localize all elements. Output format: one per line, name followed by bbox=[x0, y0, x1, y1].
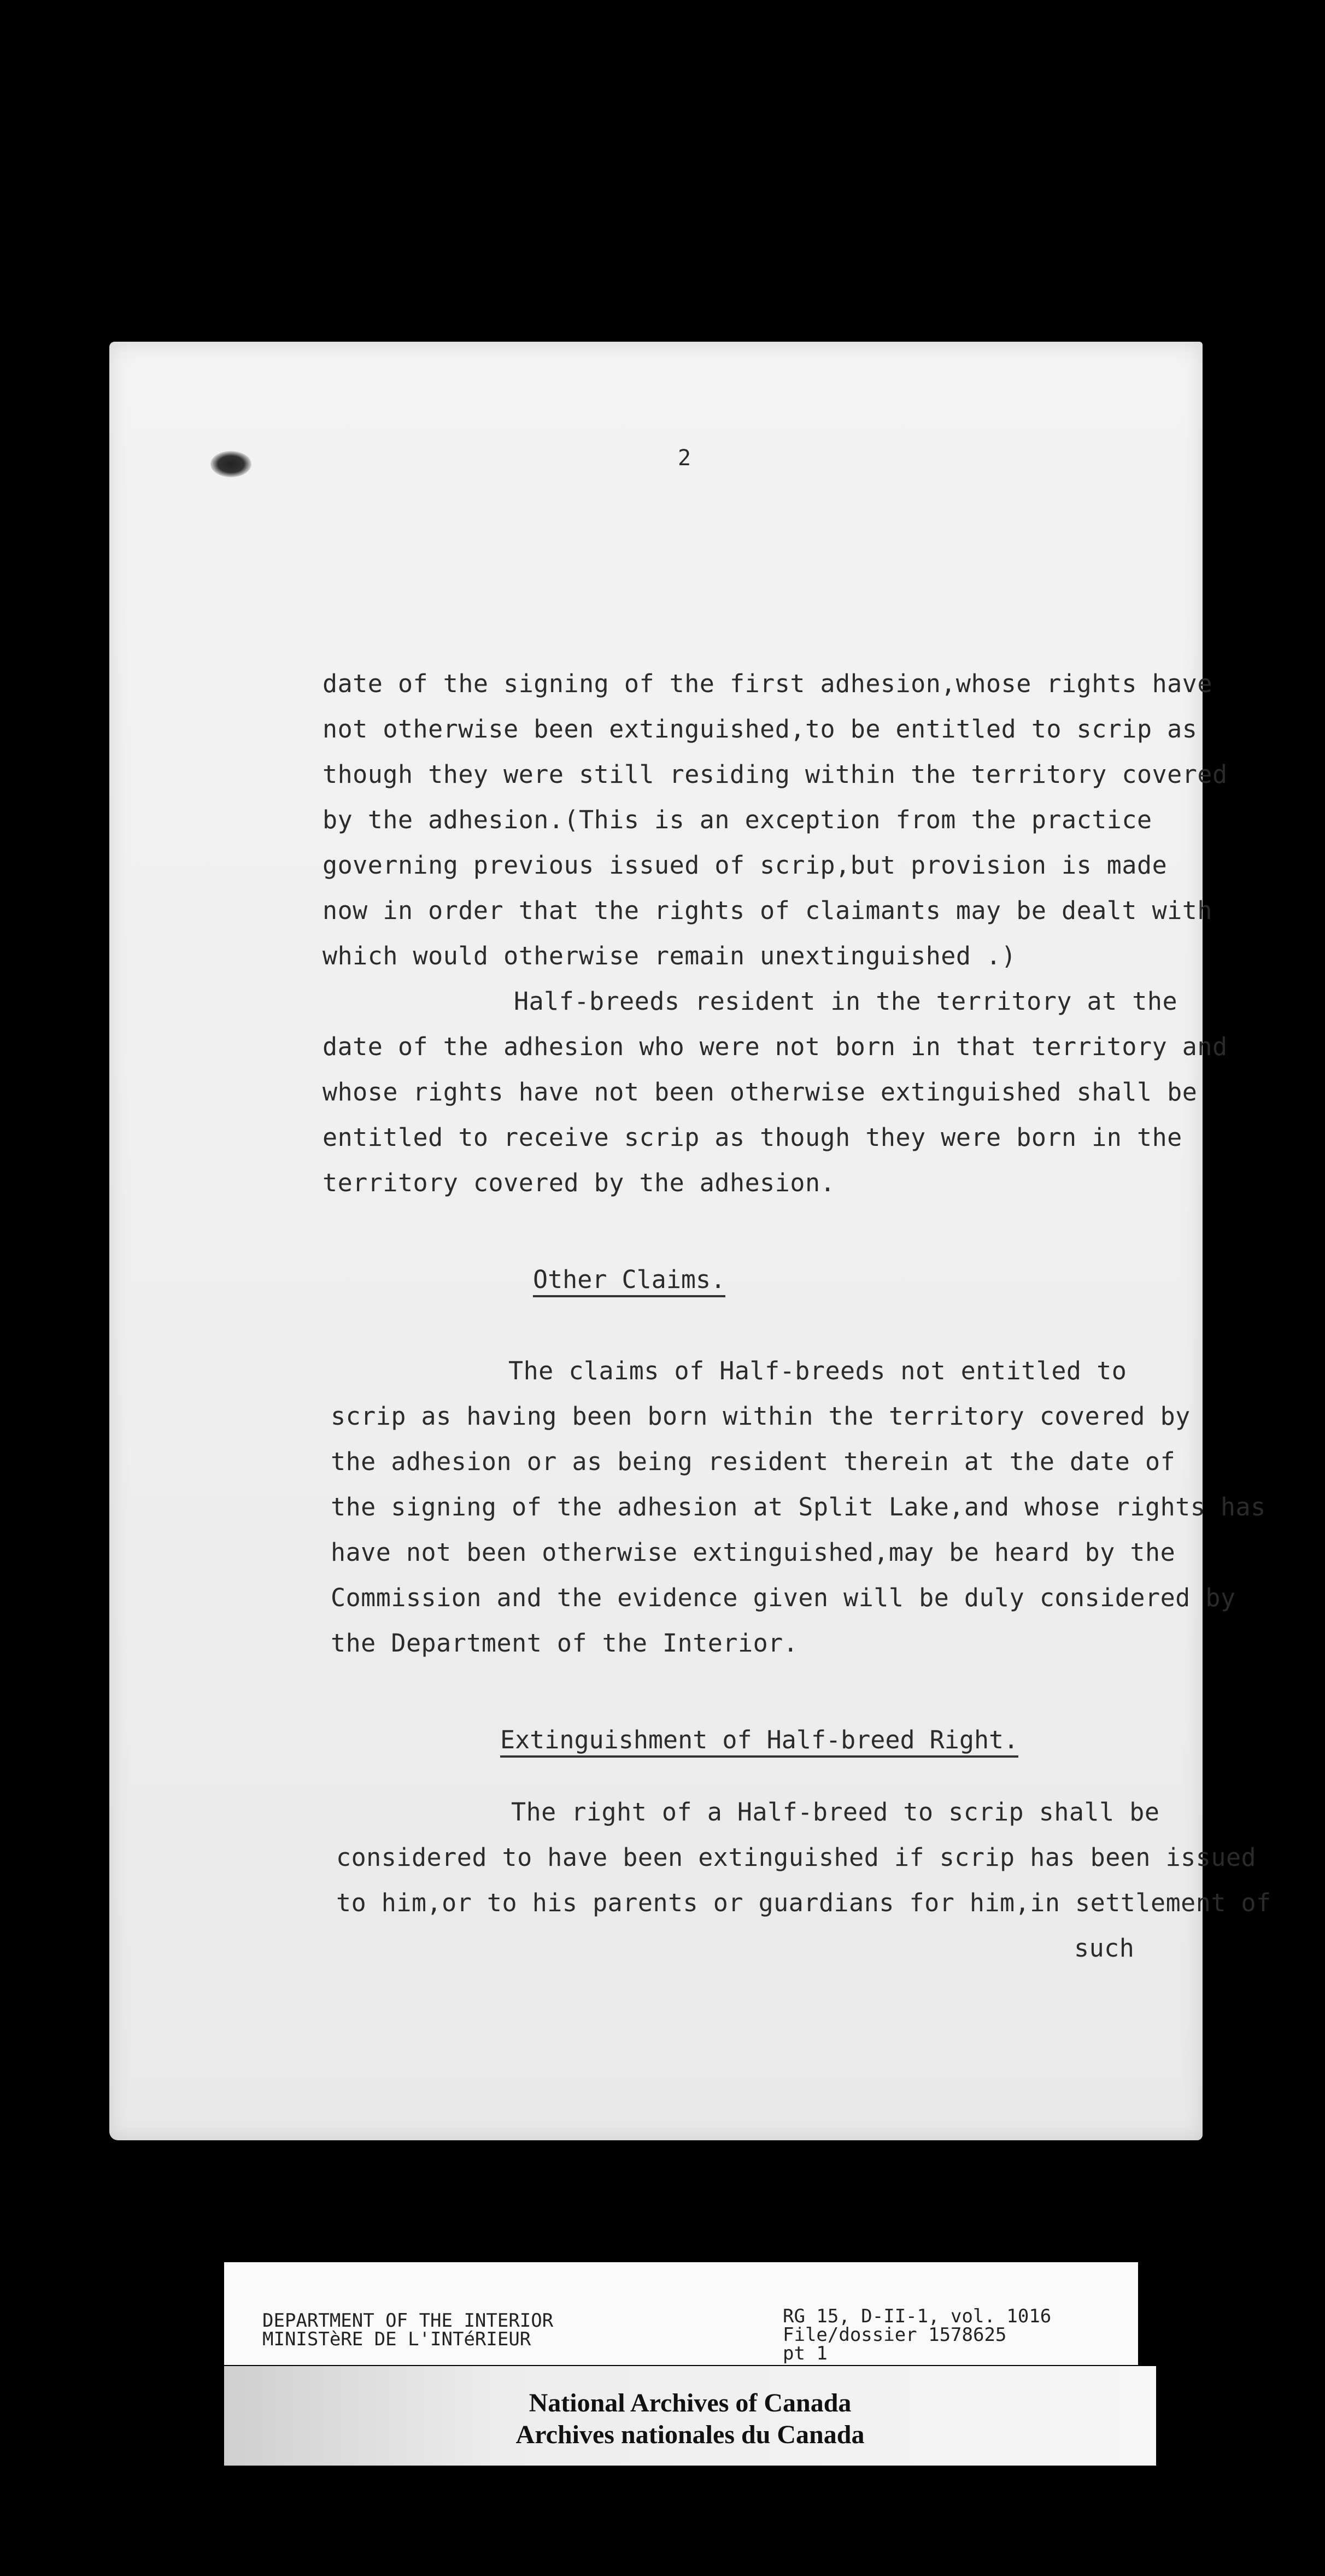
heading-extinguishment: Extinguishment of Half-breed Right. bbox=[500, 1728, 1018, 1758]
page-number: 2 bbox=[678, 446, 691, 471]
extinguishment-line-1: The right of a Half-breed to scrip shall be bbox=[511, 1798, 1160, 1826]
extinguishment-line-3: to him,or to his parents or guardians for him,in settlement of bbox=[336, 1888, 1271, 1917]
extinguishment-line-2: considered to have been extinguished if scrip has been issued bbox=[336, 1843, 1257, 1872]
other-claims-line-2: scrip as having been born within the territory covered by bbox=[331, 1402, 1191, 1431]
text-line-5: governing previous issued of scrip,but provision is made bbox=[323, 851, 1168, 880]
text-line-9: date of the adhesion who were not born in that territory and bbox=[323, 1032, 1228, 1061]
text-line-4: by the adhesion.(This is an exception from the practice bbox=[323, 805, 1152, 834]
text-line-8: Half-breeds resident in the territory at the bbox=[514, 987, 1178, 1016]
other-claims-line-4: the signing of the adhesion at Split Lake,and whose rights has bbox=[331, 1492, 1266, 1521]
extinguishment-line-4: such bbox=[1074, 1934, 1135, 1963]
text-line-1: date of the signing of the first adhesion,whose rights have bbox=[323, 669, 1212, 698]
text-line-12: territory covered by the adhesion. bbox=[323, 1168, 836, 1197]
other-claims-line-6: Commission and the evidence given will be duly considered by bbox=[331, 1583, 1236, 1612]
text-line-10: whose rights have not been otherwise extinguished shall be bbox=[323, 1078, 1198, 1106]
department-fr: MINISTèRE DE L'INTéRIEUR bbox=[262, 2328, 531, 2350]
archives-name-en: National Archives of Canada bbox=[529, 2388, 852, 2417]
other-claims-line-3: the adhesion or as being resident therein at the date of bbox=[331, 1447, 1176, 1476]
text-line-2: not otherwise been extinguished,to be entitled to scrip as bbox=[323, 715, 1198, 743]
department-block bbox=[262, 2311, 553, 2349]
heading-other-claims: Other Claims. bbox=[533, 1267, 725, 1297]
text-line-6: now in order that the rights of claimants may be dealt with bbox=[323, 896, 1212, 925]
archives-name-fr: Archives nationales du Canada bbox=[515, 2420, 865, 2449]
text-line-7: which would otherwise remain unextinguished .) bbox=[323, 941, 1017, 970]
text-line-11: entitled to receive scrip as though they were born in the bbox=[323, 1123, 1182, 1152]
other-claims-line-1: The claims of Half-breeds not entitled to bbox=[508, 1356, 1127, 1385]
other-claims-line-5: have not been otherwise extinguished,may be heard by the bbox=[331, 1538, 1176, 1567]
reference-number: RG 15, D-II-1, vol. 1016 bbox=[783, 2305, 1052, 2327]
part-number: pt 1 bbox=[783, 2343, 828, 2364]
other-claims-line-7: the Department of the Interior. bbox=[331, 1629, 799, 1658]
reference-block bbox=[783, 2307, 1051, 2363]
text-line-3: though they were still residing within the territory covered bbox=[323, 760, 1228, 789]
archives-banner bbox=[224, 2366, 1156, 2466]
archive-reference-label bbox=[224, 2262, 1138, 2365]
department-en: DEPARTMENT OF THE INTERIOR bbox=[262, 2310, 554, 2332]
file-number: File/dossier 1578625 bbox=[783, 2324, 1007, 2346]
ink-smudge bbox=[210, 451, 251, 477]
